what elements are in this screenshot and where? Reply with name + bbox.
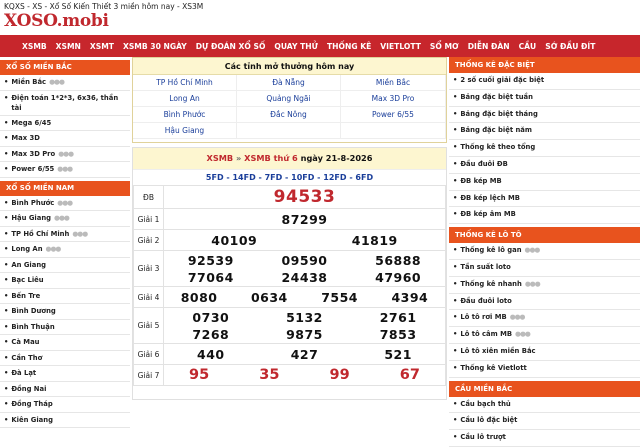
- bullet-icon: •: [453, 143, 458, 152]
- prize-line: [164, 326, 445, 343]
- sidebar-link-label: Đồng Tháp: [11, 400, 53, 408]
- bullet-icon: •: [4, 276, 9, 284]
- sidebar-link[interactable]: [449, 73, 640, 90]
- site-tagline: KQXS - XS - Xổ Số Kiến Thiết 3 miền hôm nay - XS3M: [4, 2, 204, 11]
- prize-line: [164, 287, 445, 307]
- province-link[interactable]: Quảng Ngãi: [237, 91, 341, 107]
- status-dots: ●●●: [515, 330, 530, 339]
- north-cau-list: [449, 397, 640, 447]
- sidebar-link[interactable]: [449, 243, 640, 260]
- prize-label: Giải 3: [134, 251, 164, 287]
- sidebar-link[interactable]: [0, 320, 130, 336]
- sidebar-link-label: Cà Mau: [11, 338, 40, 346]
- sidebar-link[interactable]: [0, 382, 130, 398]
- sidebar-link[interactable]: [0, 258, 130, 274]
- prize-label: Giải 4: [134, 287, 164, 308]
- prize-number: 440: [197, 346, 225, 362]
- sidebar-link[interactable]: [449, 174, 640, 191]
- province-link: [341, 123, 446, 139]
- bullet-icon: •: [4, 198, 9, 207]
- result-date: ngày 21-8-2026: [300, 153, 373, 163]
- prize-label: Giải 1: [134, 209, 164, 230]
- result-panel: [132, 147, 447, 400]
- prize-label: Giải 5: [134, 308, 164, 344]
- north-lottery-list: [0, 75, 130, 178]
- bullet-icon: •: [4, 165, 9, 173]
- prize-number: 77064: [187, 269, 234, 285]
- sidebar-link-label: Lô tô câm MB: [460, 330, 513, 339]
- result-table: [133, 185, 446, 386]
- bullet-icon: •: [4, 78, 9, 86]
- sidebar-link[interactable]: [0, 413, 130, 429]
- status-dots: ●●●: [524, 279, 540, 288]
- sidebar-link-label: An Giang: [11, 260, 47, 269]
- prize-number: 7554: [321, 289, 359, 305]
- sidebar-link-label: Thống kê nhanh: [460, 279, 522, 288]
- prize-number: 92539: [187, 252, 234, 268]
- sidebar-link-label: ĐB kép lệch MB: [460, 193, 520, 202]
- sidebar-link-label: Bình Thuận: [11, 322, 55, 331]
- bullet-icon: •: [453, 126, 458, 135]
- sidebar-link-label: Điện toán 1*2*3, 6x36, thần tài: [11, 93, 119, 112]
- prize-number: 8080: [180, 289, 218, 305]
- sidebar-link-label: ĐB kép âm MB: [460, 210, 516, 219]
- sidebar-link-label: Bến Tre: [11, 291, 41, 300]
- status-dots: ●●●: [45, 245, 61, 253]
- sidebar-link-label: Đà Lạt: [11, 369, 37, 377]
- prize-number: 7853: [379, 326, 417, 342]
- breadcrumb-xsmb-link[interactable]: XSMB: [206, 153, 234, 163]
- sidebar-link-label: TP Hồ Chí Minh: [11, 229, 70, 238]
- status-dots: ●●●: [524, 246, 540, 255]
- prize-row: [134, 251, 446, 287]
- bullet-icon: •: [4, 214, 9, 222]
- nav-link[interactable]: XSMB: [22, 41, 47, 51]
- bullet-icon: •: [4, 134, 9, 142]
- prize-row: [134, 230, 446, 251]
- nav-link[interactable]: QUAY THỬ: [274, 41, 318, 51]
- bullet-icon: •: [453, 433, 458, 442]
- sidebar-link[interactable]: [449, 260, 640, 277]
- sidebar-link-label: Thống kê lô gan: [460, 246, 522, 255]
- nav-link[interactable]: XSMN: [55, 41, 81, 51]
- sidebar-link-label: Bạc Liêu: [11, 276, 44, 284]
- prize-row: [134, 209, 446, 230]
- sidebar-link-label: Bảng đặc biệt tuần: [460, 92, 533, 101]
- prize-line: [164, 252, 445, 269]
- bullet-icon: •: [4, 369, 9, 377]
- today-provinces-title: Các tỉnh mở thưởng hôm nay: [133, 58, 446, 75]
- province-grid: [133, 75, 446, 139]
- bullet-icon: •: [453, 363, 458, 372]
- bullet-icon: •: [4, 415, 9, 424]
- bullet-icon: •: [453, 313, 458, 322]
- left-sidebar: [0, 57, 130, 428]
- right-sidebar: [449, 54, 640, 447]
- prize-number: 09590: [281, 252, 328, 268]
- prize-number: 35: [259, 367, 280, 383]
- sidebar-link[interactable]: [0, 75, 130, 91]
- prize-label: Giải 6: [134, 344, 164, 365]
- status-dots: ●●●: [54, 214, 69, 222]
- prize-row: [134, 308, 446, 344]
- bullet-icon: •: [453, 193, 458, 202]
- result-title: [133, 148, 446, 169]
- bullet-icon: •: [453, 296, 458, 305]
- sidebar-link-label: Hậu Giang: [11, 214, 52, 222]
- prize-number: 99: [329, 367, 350, 383]
- sidebar-link[interactable]: [0, 304, 130, 320]
- sidebar-link-label: Long An: [11, 245, 43, 253]
- bullet-icon: •: [4, 322, 9, 331]
- sidebar-link-label: Thống kê theo tổng: [460, 143, 536, 152]
- status-dots: ●●●: [57, 165, 73, 173]
- nav-link[interactable]: SỔ MƠ: [429, 41, 459, 51]
- special-codes: 5FD - 14FD - 7FD - 10FD - 12FD - 6FD: [133, 169, 446, 185]
- prize-number: 2761: [379, 309, 417, 325]
- bullet-icon: •: [4, 384, 9, 393]
- bullet-icon: •: [453, 210, 458, 219]
- main-content: [132, 57, 447, 400]
- loto-stats-list: [449, 243, 640, 377]
- bullet-icon: •: [4, 353, 9, 362]
- bullet-icon: •: [4, 118, 9, 127]
- sidebar-link[interactable]: [449, 430, 640, 447]
- prize-number: 9875: [286, 326, 323, 342]
- sidebar-link[interactable]: [0, 351, 130, 367]
- sidebar-link-label: Lô tô rơi MB: [460, 313, 507, 322]
- sidebar-link[interactable]: [449, 140, 640, 157]
- prize-line: [164, 269, 445, 286]
- south-lottery-list: [0, 196, 130, 429]
- sidebar-link[interactable]: [449, 191, 640, 208]
- bullet-icon: •: [4, 245, 9, 253]
- site-logo[interactable]: XOSO.mobi: [4, 11, 109, 31]
- sidebar-link[interactable]: [0, 335, 130, 351]
- site-header: [0, 0, 640, 32]
- nav-link[interactable]: XSMT: [89, 41, 114, 51]
- prize-line: [164, 230, 445, 250]
- sidebar-link[interactable]: [449, 207, 640, 224]
- bullet-icon: •: [4, 338, 9, 346]
- sidebar-link[interactable]: [0, 289, 130, 305]
- status-dots: ●●●: [57, 198, 73, 207]
- prize-label: Giải 2: [134, 230, 164, 251]
- sidebar-link[interactable]: [449, 123, 640, 140]
- bullet-icon: •: [453, 416, 458, 425]
- nav-link[interactable]: THỐNG KÊ: [326, 41, 372, 51]
- north-lottery-heading: XỔ SỐ MIỀN BẮC: [0, 60, 130, 75]
- special-stats-list: [449, 73, 640, 224]
- sidebar-link[interactable]: [449, 397, 640, 414]
- sidebar-link[interactable]: [449, 90, 640, 107]
- prize-line: [164, 365, 445, 385]
- province-link[interactable]: Đắc Nông: [237, 107, 341, 123]
- prize-number: 0634: [250, 289, 288, 305]
- sidebar-link[interactable]: [0, 273, 130, 289]
- sidebar-link-label: Đồng Nai: [11, 384, 47, 393]
- prize-numbers: [164, 308, 446, 344]
- north-cau-heading: CẦU MIỀN BẮC: [449, 381, 640, 397]
- bullet-icon: •: [453, 330, 458, 339]
- sidebar-link-label: Max 3D: [11, 134, 40, 142]
- prize-number: 4394: [391, 289, 429, 305]
- nav-link[interactable]: VIETLOTT: [380, 41, 421, 51]
- sidebar-link[interactable]: [449, 361, 640, 378]
- bullet-icon: •: [4, 400, 9, 408]
- prize-number: 87299: [281, 211, 328, 227]
- prize-line: [164, 309, 445, 326]
- sidebar-link-label: Cầu bạch thủ: [460, 399, 511, 408]
- sidebar-link[interactable]: [449, 294, 640, 311]
- prize-number: 47960: [375, 269, 422, 285]
- sidebar-link[interactable]: [0, 211, 130, 227]
- prize-number: 5132: [286, 309, 323, 325]
- breadcrumb-xsmb-weekday-link[interactable]: XSMB thứ 6: [244, 153, 298, 163]
- sidebar-link-label: Power 6/55: [11, 165, 55, 173]
- nav-link[interactable]: DỰ ĐOÁN XỔ SỐ: [195, 41, 266, 51]
- prize-number: 95: [189, 367, 210, 383]
- prize-numbers: [164, 287, 446, 308]
- sidebar-link-label: Cầu lô đặc biệt: [460, 416, 518, 425]
- sidebar-link-label: Mega 6/45: [11, 118, 52, 127]
- today-provinces-panel: [132, 57, 447, 143]
- sidebar-link[interactable]: [449, 107, 640, 124]
- province-link[interactable]: Bình Phước: [133, 107, 237, 123]
- prize-number: 7268: [192, 326, 230, 342]
- bullet-icon: •: [453, 76, 458, 84]
- bullet-icon: •: [4, 93, 9, 102]
- bullet-icon: •: [453, 176, 458, 185]
- loto-stats-heading: THỐNG KÊ LÔ TÔ: [449, 227, 640, 243]
- bullet-icon: •: [453, 346, 458, 355]
- prize-number: 56888: [375, 252, 422, 268]
- sidebar-link[interactable]: [0, 227, 130, 243]
- nav-link[interactable]: XSMB 30 NGÀY: [122, 41, 187, 51]
- sidebar-link-label: Bảng đặc biệt tháng: [460, 109, 538, 118]
- sidebar-link-label: Kiên Giang: [11, 415, 53, 424]
- sidebar-link[interactable]: [0, 162, 130, 178]
- bullet-icon: •: [453, 246, 458, 255]
- prize-line: [164, 344, 445, 364]
- status-dots: ●●●: [58, 149, 73, 158]
- prize-row-special: [134, 186, 446, 209]
- bullet-icon: •: [453, 279, 458, 288]
- sidebar-link-label: Cần Thơ: [11, 353, 43, 362]
- bullet-icon: •: [453, 399, 458, 408]
- province-link[interactable]: Max 3D Pro: [341, 91, 446, 107]
- province-link[interactable]: Đà Nẵng: [237, 75, 341, 91]
- sidebar-link[interactable]: [449, 413, 640, 430]
- sidebar-link-label: Đầu đuôi loto: [460, 296, 512, 305]
- prize-numbers: [164, 251, 446, 287]
- province-link[interactable]: Miền Bắc: [341, 75, 446, 91]
- sidebar-link-label: Tần suất loto: [460, 262, 511, 271]
- status-dots: ●●●: [49, 78, 64, 86]
- sidebar-link[interactable]: [0, 147, 130, 163]
- nav-link[interactable]: DIỄN ĐÀN: [467, 41, 510, 51]
- prize-number: 40109: [211, 232, 258, 248]
- bullet-icon: •: [453, 262, 458, 271]
- nav-link[interactable]: CẦU: [518, 41, 537, 51]
- prize-row: [134, 287, 446, 308]
- prize-label: Giải 7: [134, 365, 164, 386]
- status-dots: ●●●: [509, 313, 525, 322]
- bullet-icon: •: [453, 109, 458, 118]
- province-link[interactable]: TP Hồ Chí Minh: [133, 75, 237, 91]
- special-stats-heading: THỐNG KÊ ĐẶC BIỆT: [449, 57, 640, 73]
- bullet-icon: •: [4, 307, 9, 315]
- prize-number: 0730: [192, 309, 230, 325]
- bullet-icon: •: [453, 92, 458, 101]
- prize-row: [134, 365, 446, 386]
- sidebar-link-label: Đầu đuôi ĐB: [460, 159, 508, 168]
- prize-number: 427: [290, 346, 319, 362]
- province-link: [237, 123, 341, 139]
- sidebar-link[interactable]: [0, 131, 130, 147]
- sidebar-link[interactable]: [0, 366, 130, 382]
- sidebar-link-label: Bảng đặc biệt năm: [460, 126, 532, 135]
- sidebar-link[interactable]: [449, 310, 640, 327]
- nav-link[interactable]: SỚ ĐẦU ĐÍT: [545, 41, 596, 51]
- prize-number: 41819: [351, 232, 398, 248]
- special-prize-number: 94533: [164, 186, 446, 209]
- sidebar-link-label: Bình Dương: [11, 307, 56, 315]
- province-link[interactable]: Hậu Giang: [133, 123, 237, 139]
- prize-line: [164, 209, 445, 229]
- sidebar-link-label: ĐB kép MB: [460, 176, 502, 185]
- sidebar-link[interactable]: [449, 327, 640, 344]
- bullet-icon: •: [4, 260, 9, 269]
- prize-numbers: [164, 365, 446, 386]
- sidebar-link-label: Cầu lô trượt: [460, 433, 506, 442]
- sidebar-link[interactable]: [0, 116, 130, 132]
- sidebar-link[interactable]: [0, 397, 130, 413]
- sidebar-link-label: Thống kê Vietlott: [460, 363, 527, 372]
- sidebar-link[interactable]: [0, 196, 130, 212]
- prize-label: ĐB: [134, 186, 164, 209]
- sidebar-link-label: Miền Bắc: [11, 78, 47, 86]
- prize-numbers: [164, 230, 446, 251]
- sidebar-link-label: Bình Phước: [11, 198, 55, 207]
- sidebar-link[interactable]: [449, 277, 640, 294]
- status-dots: ●●●: [72, 229, 88, 238]
- province-link[interactable]: Long An: [133, 91, 237, 107]
- prize-row: [134, 344, 446, 365]
- prize-numbers: [164, 344, 446, 365]
- prize-number: 521: [384, 346, 412, 362]
- sidebar-link[interactable]: [0, 91, 130, 116]
- bullet-icon: •: [4, 149, 9, 158]
- breadcrumb-separator: »: [236, 153, 242, 163]
- sidebar-link[interactable]: [449, 157, 640, 174]
- prize-number: 67: [399, 367, 420, 383]
- sidebar-link-label: Lô tô xiên miền Bắc: [460, 346, 536, 355]
- bullet-icon: •: [4, 291, 9, 300]
- prize-number: 24438: [281, 269, 328, 285]
- sidebar-link-label: 2 số cuối giải đặc biệt: [460, 76, 545, 84]
- sidebar-link-label: Max 3D Pro: [11, 149, 56, 158]
- prize-numbers: [164, 209, 446, 230]
- bullet-icon: •: [453, 159, 458, 168]
- sidebar-link[interactable]: [449, 344, 640, 361]
- bullet-icon: •: [4, 229, 9, 238]
- province-link[interactable]: Power 6/55: [341, 107, 446, 123]
- sidebar-link[interactable]: [0, 242, 130, 258]
- south-lottery-heading: XỔ SỐ MIỀN NAM: [0, 181, 130, 196]
